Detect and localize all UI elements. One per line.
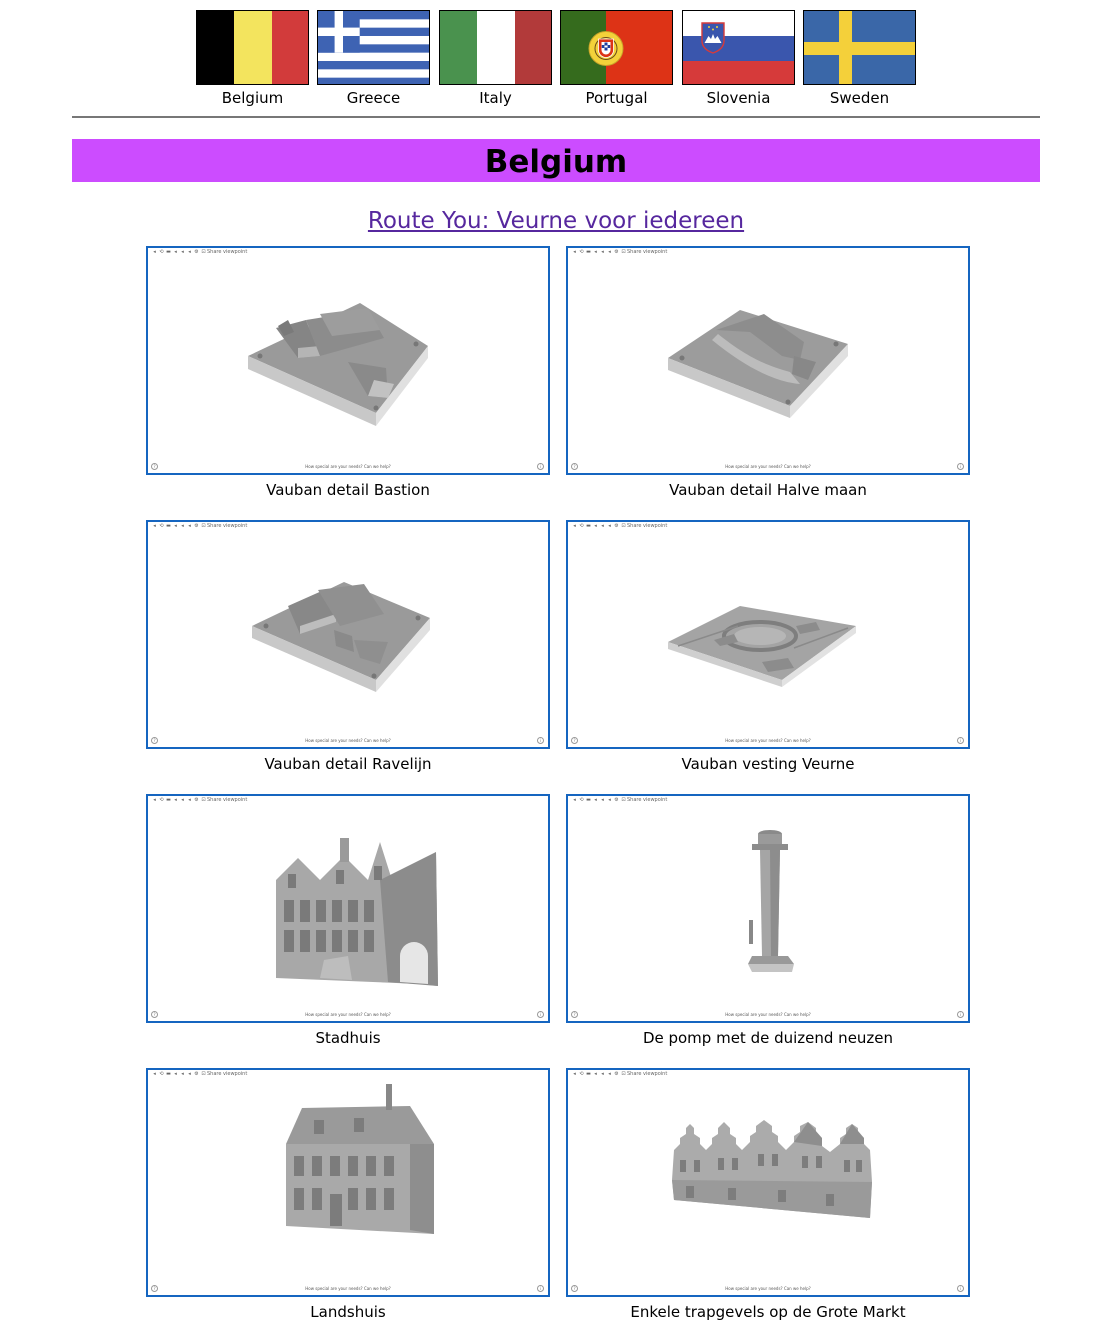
- divider: [72, 116, 1040, 118]
- greece-flag-icon: [318, 11, 430, 85]
- help-icon[interactable]: ?: [151, 1285, 158, 1292]
- model-caption: Vauban detail Bastion: [266, 481, 430, 499]
- 3d-model-render[interactable]: [568, 248, 970, 475]
- info-icon[interactable]: i: [537, 1285, 544, 1292]
- model-caption: Landshuis: [310, 1303, 386, 1321]
- help-icon[interactable]: ?: [151, 463, 158, 470]
- info-icon[interactable]: i: [957, 463, 964, 470]
- viewer-toolbar[interactable]: ◂ ⟲ ▬ ◂ ◂ ◂ ⚙ ⊡Share viewpoint: [153, 249, 248, 255]
- model-viewer-bastion[interactable]: [146, 246, 550, 475]
- viewer-toolbar[interactable]: ◂ ⟲ ▬ ◂ ◂ ◂ ⚙ ⊡Share viewpoint: [573, 249, 668, 255]
- model-viewer-halve-maan[interactable]: [566, 246, 970, 475]
- slovenia-flag-icon: [683, 11, 795, 85]
- help-icon[interactable]: ?: [151, 737, 158, 744]
- 3d-model-render[interactable]: [148, 248, 550, 475]
- model-viewer-trapgevels[interactable]: [566, 1068, 970, 1297]
- model-caption: Vauban detail Halve maan: [669, 481, 867, 499]
- sweden-flag-icon: [804, 11, 916, 85]
- model-caption: Vauban detail Ravelijn: [264, 755, 432, 773]
- info-icon[interactable]: i: [537, 463, 544, 470]
- viewer-toolbar[interactable]: ◂ ⟲ ▬ ◂ ◂ ◂ ⚙ ⊡Share viewpoint: [153, 523, 248, 529]
- 3d-model-render[interactable]: [148, 1070, 550, 1297]
- model-viewer-pomp[interactable]: [566, 794, 970, 1023]
- portugal-flag-icon: [561, 11, 673, 85]
- viewer-help-prompt[interactable]: How special are your needs? Can we help?: [305, 464, 391, 469]
- 3d-model-render[interactable]: [148, 796, 550, 1023]
- flag-label-belgium[interactable]: Belgium: [221, 89, 284, 107]
- model-viewer-vesting[interactable]: [566, 520, 970, 749]
- model-caption: De pomp met de duizend neuzen: [642, 1029, 894, 1047]
- 3d-model-render[interactable]: [568, 1070, 970, 1297]
- 3d-model-render[interactable]: [568, 522, 970, 749]
- info-icon[interactable]: i: [537, 1011, 544, 1018]
- help-icon[interactable]: ?: [151, 1011, 158, 1018]
- viewer-toolbar[interactable]: ◂ ⟲ ▬ ◂ ◂ ◂ ⚙ ⊡Share viewpoint: [573, 797, 668, 803]
- greece-flag-link[interactable]: [317, 10, 430, 85]
- flag-label-portugal[interactable]: Portugal: [585, 89, 648, 107]
- viewer-help-prompt[interactable]: How special are your needs? Can we help?: [305, 1012, 391, 1017]
- model-viewer-ravelijn[interactable]: [146, 520, 550, 749]
- info-icon[interactable]: i: [957, 737, 964, 744]
- model-viewer-landshuis[interactable]: [146, 1068, 550, 1297]
- viewer-toolbar[interactable]: ◂ ⟲ ▬ ◂ ◂ ◂ ⚙ ⊡Share viewpoint: [573, 523, 668, 529]
- viewer-help-prompt[interactable]: How special are your needs? Can we help?: [725, 464, 811, 469]
- sweden-flag-link[interactable]: [803, 10, 916, 85]
- help-icon[interactable]: ?: [571, 737, 578, 744]
- help-icon[interactable]: ?: [571, 1011, 578, 1018]
- route-link[interactable]: Route You: Veurne voor iedereen: [367, 208, 745, 234]
- viewer-toolbar[interactable]: ◂ ⟲ ▬ ◂ ◂ ◂ ⚙ ⊡Share viewpoint: [153, 1071, 248, 1077]
- viewer-help-prompt[interactable]: How special are your needs? Can we help?: [305, 1286, 391, 1291]
- model-caption: Enkele trapgevels op de Grote Markt: [630, 1303, 906, 1321]
- section-heading: Belgium: [72, 139, 1040, 182]
- viewer-help-prompt[interactable]: How special are your needs? Can we help?: [305, 738, 391, 743]
- 3d-model-render[interactable]: [148, 522, 550, 749]
- slovenia-flag-link[interactable]: [682, 10, 795, 85]
- viewer-toolbar[interactable]: ◂ ⟲ ▬ ◂ ◂ ◂ ⚙ ⊡Share viewpoint: [573, 1071, 668, 1077]
- viewer-help-prompt[interactable]: How special are your needs? Can we help?: [725, 1286, 811, 1291]
- viewer-help-prompt[interactable]: How special are your needs? Can we help?: [725, 1012, 811, 1017]
- help-icon[interactable]: ?: [571, 463, 578, 470]
- model-viewer-stadhuis[interactable]: [146, 794, 550, 1023]
- viewer-help-prompt[interactable]: How special are your needs? Can we help?: [725, 738, 811, 743]
- flag-label-italy[interactable]: Italy: [479, 89, 512, 107]
- model-caption: Stadhuis: [315, 1029, 381, 1047]
- flag-label-slovenia[interactable]: Slovenia: [706, 89, 771, 107]
- model-caption: Vauban vesting Veurne: [681, 755, 855, 773]
- 3d-model-render[interactable]: [568, 796, 970, 1023]
- flag-label-sweden[interactable]: Sweden: [829, 89, 890, 107]
- italy-flag-link[interactable]: [439, 10, 552, 85]
- flag-label-greece[interactable]: Greece: [346, 89, 401, 107]
- info-icon[interactable]: i: [957, 1011, 964, 1018]
- help-icon[interactable]: ?: [571, 1285, 578, 1292]
- route-link-container: [0, 205, 1112, 237]
- belgium-flag-link[interactable]: [196, 10, 309, 85]
- info-icon[interactable]: i: [957, 1285, 964, 1292]
- viewer-toolbar[interactable]: ◂ ⟲ ▬ ◂ ◂ ◂ ⚙ ⊡Share viewpoint: [153, 797, 248, 803]
- info-icon[interactable]: i: [537, 737, 544, 744]
- portugal-flag-link[interactable]: [560, 10, 673, 85]
